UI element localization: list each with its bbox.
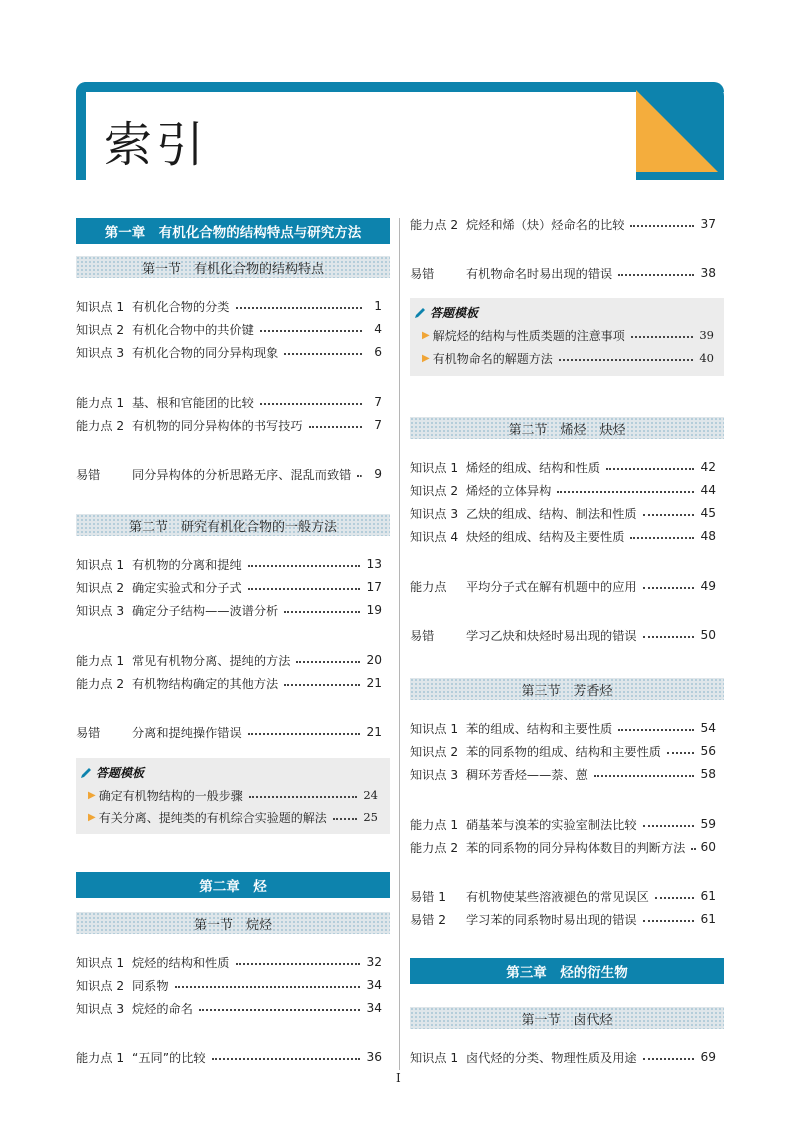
entry-page: 48 bbox=[700, 529, 716, 543]
template-entry[interactable] bbox=[422, 326, 714, 344]
section-6-header[interactable]: 第一节 卤代烃 bbox=[410, 1007, 724, 1029]
entry-title: 有机物结构确定的其他方法 bbox=[132, 676, 279, 691]
entry-label: 易错 2 bbox=[410, 912, 447, 927]
entry-title: 炔烃的组成、结构及主要性质 bbox=[466, 529, 625, 544]
leader-dots bbox=[199, 1009, 361, 1011]
template-title: 答题模板 bbox=[96, 766, 145, 780]
section-5-header[interactable]: 第三节 芳香烃 bbox=[410, 678, 724, 700]
banner-left-bar bbox=[76, 82, 86, 180]
banner-corner bbox=[636, 82, 724, 180]
banner-top-bar bbox=[76, 82, 724, 92]
toc-entry[interactable] bbox=[76, 343, 382, 361]
entry-page: 20 bbox=[366, 653, 382, 667]
entry-page: 34 bbox=[366, 978, 382, 992]
arrow-icon: ▶ bbox=[422, 329, 430, 341]
entry-page: 38 bbox=[700, 266, 716, 280]
leader-dots bbox=[643, 825, 695, 827]
toc-entry[interactable] bbox=[410, 765, 716, 783]
template-entry[interactable] bbox=[88, 808, 378, 826]
toc-entry[interactable] bbox=[76, 416, 382, 434]
toc-entry[interactable] bbox=[76, 723, 382, 741]
leader-dots bbox=[284, 684, 360, 686]
leader-dots bbox=[643, 587, 695, 589]
template-header bbox=[80, 764, 144, 781]
entry-label: 知识点 2 bbox=[410, 744, 459, 759]
toc-entry[interactable] bbox=[410, 742, 716, 760]
entry-page: 7 bbox=[374, 395, 382, 409]
entry-label: 知识点 1 bbox=[76, 299, 125, 314]
template-entry-title: 有机物命名的解题方法 bbox=[432, 351, 553, 366]
pencil-icon bbox=[414, 307, 426, 319]
leader-dots bbox=[260, 330, 362, 332]
toc-entry[interactable] bbox=[76, 1048, 382, 1066]
entry-page: 4 bbox=[374, 322, 382, 336]
leader-dots bbox=[643, 636, 695, 638]
entry-title: 乙炔的组成、结构、制法和性质 bbox=[466, 506, 637, 521]
leader-dots bbox=[691, 848, 694, 850]
template-entry-title: 解烷烃的结构与性质类题的注意事项 bbox=[432, 328, 625, 343]
toc-entry[interactable] bbox=[76, 297, 382, 315]
toc-entry[interactable] bbox=[410, 1048, 716, 1066]
entry-page: 61 bbox=[700, 889, 716, 903]
template-entry-page: 24 bbox=[363, 788, 378, 802]
entry-title: 烯烃的立体异构 bbox=[466, 483, 552, 498]
entry-title: 有机化合物的分类 bbox=[132, 299, 230, 314]
entry-page: 42 bbox=[700, 460, 716, 474]
entry-label: 易错 bbox=[410, 628, 435, 643]
leader-dots bbox=[631, 336, 694, 338]
entry-label: 易错 bbox=[410, 266, 435, 281]
toc-entry[interactable] bbox=[76, 976, 382, 994]
entry-page: 34 bbox=[366, 1001, 382, 1015]
toc-entry[interactable] bbox=[410, 458, 716, 476]
toc-entry[interactable] bbox=[76, 555, 382, 573]
leader-dots bbox=[618, 274, 694, 276]
entry-title: 有机物的分离和提纯 bbox=[132, 557, 242, 572]
leader-dots bbox=[175, 986, 361, 988]
entry-title: 常见有机物分离、提纯的方法 bbox=[132, 653, 291, 668]
leader-dots bbox=[212, 1058, 361, 1060]
entry-label: 知识点 3 bbox=[410, 767, 459, 782]
leader-dots bbox=[236, 307, 363, 309]
leader-dots bbox=[284, 611, 360, 613]
leader-dots bbox=[357, 475, 362, 477]
entry-title: 烷烃的结构和性质 bbox=[132, 955, 230, 970]
entry-title: 硝基苯与溴苯的实验室制法比较 bbox=[466, 817, 637, 832]
column-divider bbox=[399, 218, 400, 1070]
entry-page: 58 bbox=[700, 767, 716, 781]
arrow-icon: ▶ bbox=[422, 352, 430, 364]
toc-entry[interactable] bbox=[410, 887, 716, 905]
entry-title: 稠环芳香烃——萘、蒽 bbox=[466, 767, 588, 782]
leader-dots bbox=[606, 468, 694, 470]
leader-dots bbox=[594, 775, 695, 777]
entry-label: 知识点 4 bbox=[410, 529, 459, 544]
entry-page: 60 bbox=[700, 840, 716, 854]
entry-page: 1 bbox=[374, 299, 382, 313]
template-entry[interactable] bbox=[88, 786, 378, 804]
toc-entry[interactable] bbox=[76, 601, 382, 619]
leader-dots bbox=[655, 897, 695, 899]
entry-title: 苯的同系物的组成、结构和主要性质 bbox=[466, 744, 661, 759]
entry-page: 7 bbox=[374, 418, 382, 432]
toc-entry[interactable] bbox=[410, 719, 716, 737]
entry-label: 能力点 bbox=[410, 579, 447, 594]
leader-dots bbox=[248, 565, 361, 567]
toc-entry[interactable] bbox=[76, 578, 382, 596]
toc-entry[interactable] bbox=[76, 393, 382, 411]
template-title: 答题模板 bbox=[430, 306, 479, 320]
entry-title: 烯烃的组成、结构和性质 bbox=[466, 460, 601, 475]
entry-page: 21 bbox=[366, 676, 382, 690]
entry-page: 54 bbox=[700, 721, 716, 735]
toc-entry[interactable] bbox=[410, 910, 716, 928]
toc-entry[interactable] bbox=[76, 953, 382, 971]
leader-dots bbox=[260, 403, 362, 405]
toc-entry[interactable] bbox=[410, 626, 716, 644]
entry-label: 能力点 1 bbox=[410, 817, 459, 832]
chapter-3-header[interactable]: 第三章 烃的衍生物 bbox=[410, 958, 724, 984]
template-header bbox=[414, 304, 478, 321]
title-banner bbox=[76, 82, 724, 180]
leader-dots bbox=[248, 733, 361, 735]
entry-page: 45 bbox=[700, 506, 716, 520]
leader-dots bbox=[296, 661, 360, 663]
leader-dots bbox=[630, 225, 694, 227]
template-entry-page: 40 bbox=[699, 351, 714, 365]
entry-page: 6 bbox=[374, 345, 382, 359]
answer-template-box bbox=[410, 298, 724, 376]
entry-title: 苯的组成、结构和主要性质 bbox=[466, 721, 613, 736]
entry-page: 49 bbox=[700, 579, 716, 593]
leader-dots bbox=[643, 920, 695, 922]
entry-label: 知识点 1 bbox=[76, 955, 125, 970]
entry-title: 有机化合物的同分异构现象 bbox=[132, 345, 279, 360]
entry-title: 基、根和官能团的比较 bbox=[132, 395, 254, 410]
toc-entry[interactable] bbox=[76, 651, 382, 669]
leader-dots bbox=[284, 353, 362, 355]
entry-label: 知识点 2 bbox=[410, 483, 459, 498]
leader-dots bbox=[559, 359, 694, 361]
entry-title: 有机物的同分异构体的书写技巧 bbox=[132, 418, 303, 433]
leader-dots bbox=[236, 963, 361, 965]
template-entry[interactable] bbox=[422, 349, 714, 367]
entry-page: 17 bbox=[366, 580, 382, 594]
entry-label: 易错 bbox=[76, 725, 101, 740]
toc-entry[interactable] bbox=[410, 215, 716, 233]
entry-label: 易错 1 bbox=[410, 889, 447, 904]
entry-title: 有机化合物中的共价键 bbox=[132, 322, 254, 337]
page-title: 索引 bbox=[104, 117, 209, 173]
entry-page: 32 bbox=[366, 955, 382, 969]
leader-dots bbox=[643, 514, 695, 516]
template-entry-page: 25 bbox=[363, 810, 378, 824]
toc-entry[interactable] bbox=[410, 527, 716, 545]
entry-page: 61 bbox=[700, 912, 716, 926]
entry-title: 烷烃的命名 bbox=[132, 1001, 193, 1016]
entry-page: 37 bbox=[700, 217, 716, 231]
leader-dots bbox=[630, 537, 694, 539]
toc-entry[interactable] bbox=[410, 264, 716, 282]
toc-entry[interactable] bbox=[76, 999, 382, 1017]
leader-dots bbox=[557, 491, 694, 493]
chapter-2-header[interactable]: 第二章 烃 bbox=[76, 872, 390, 898]
entry-title: “五同”的比较 bbox=[132, 1050, 206, 1065]
entry-page: 21 bbox=[366, 725, 382, 739]
chapter-1-header[interactable]: 第一章 有机化合物的结构特点与研究方法 bbox=[76, 218, 390, 244]
leader-dots bbox=[249, 796, 358, 798]
leader-dots bbox=[618, 729, 694, 731]
entry-page: 56 bbox=[700, 744, 716, 758]
entry-title: 学习苯的同系物时易出现的错误 bbox=[466, 912, 637, 927]
page-number: I bbox=[396, 1071, 401, 1085]
entry-label: 能力点 1 bbox=[76, 395, 125, 410]
entry-title: 有机物使某些溶液褪色的常见误区 bbox=[466, 889, 649, 904]
entry-label: 知识点 3 bbox=[76, 1001, 125, 1016]
entry-label: 能力点 2 bbox=[76, 418, 125, 433]
entry-title: 分离和提纯操作错误 bbox=[132, 725, 242, 740]
entry-title: 平均分子式在解有机题中的应用 bbox=[466, 579, 637, 594]
entry-label: 知识点 2 bbox=[76, 978, 125, 993]
entry-title: 烷烃和烯（炔）烃命名的比较 bbox=[466, 217, 625, 232]
entry-label: 知识点 2 bbox=[76, 322, 125, 337]
entry-label: 能力点 1 bbox=[76, 1050, 125, 1065]
corner-triangle-icon bbox=[636, 82, 724, 180]
entry-page: 44 bbox=[700, 483, 716, 497]
toc-entry[interactable] bbox=[410, 504, 716, 522]
entry-label: 知识点 3 bbox=[76, 603, 125, 618]
section-3-header[interactable]: 第一节 烷烃 bbox=[76, 912, 390, 934]
toc-entry[interactable] bbox=[410, 815, 716, 833]
entry-label: 能力点 1 bbox=[76, 653, 125, 668]
leader-dots bbox=[333, 818, 358, 820]
entry-page: 59 bbox=[700, 817, 716, 831]
entry-title: 同系物 bbox=[132, 978, 169, 993]
entry-title: 苯的同系物的同分异构体数目的判断方法 bbox=[466, 840, 686, 855]
entry-title: 确定实验式和分子式 bbox=[132, 580, 242, 595]
leader-dots bbox=[309, 426, 362, 428]
entry-label: 知识点 1 bbox=[410, 1050, 459, 1065]
section-2-header[interactable]: 第二节 研究有机化合物的一般方法 bbox=[76, 514, 390, 536]
template-entry-title: 有关分离、提纯类的有机综合实验题的解法 bbox=[98, 810, 327, 825]
entry-label: 知识点 3 bbox=[410, 506, 459, 521]
arrow-icon: ▶ bbox=[88, 811, 96, 823]
toc-entry[interactable] bbox=[410, 481, 716, 499]
arrow-icon: ▶ bbox=[88, 789, 96, 801]
leader-dots bbox=[667, 752, 694, 754]
section-4-header[interactable]: 第二节 烯烃 炔烃 bbox=[410, 417, 724, 439]
entry-label: 知识点 2 bbox=[76, 580, 125, 595]
entry-page: 36 bbox=[366, 1050, 382, 1064]
entry-title: 学习乙炔和炔烃时易出现的错误 bbox=[466, 628, 637, 643]
entry-title: 同分异构体的分析思路无序、混乱而致错 bbox=[132, 467, 352, 482]
entry-label: 知识点 1 bbox=[410, 721, 459, 736]
entry-title: 卤代烃的分类、物理性质及用途 bbox=[466, 1050, 637, 1065]
entry-page: 19 bbox=[366, 603, 382, 617]
entry-label: 易错 bbox=[76, 467, 101, 482]
toc-entry[interactable] bbox=[410, 838, 716, 856]
entry-page: 50 bbox=[700, 628, 716, 642]
entry-label: 知识点 1 bbox=[76, 557, 125, 572]
entry-page: 9 bbox=[374, 467, 382, 481]
toc-entry[interactable] bbox=[76, 320, 382, 338]
entry-label: 能力点 2 bbox=[76, 676, 125, 691]
entry-label: 知识点 3 bbox=[76, 345, 125, 360]
answer-template-box bbox=[76, 758, 390, 834]
entry-title: 确定分子结构——波谱分析 bbox=[132, 603, 279, 618]
template-entry-title: 确定有机物结构的一般步骤 bbox=[98, 788, 243, 803]
entry-title: 有机物命名时易出现的错误 bbox=[466, 266, 613, 281]
toc-entry[interactable] bbox=[76, 674, 382, 692]
leader-dots bbox=[643, 1058, 695, 1060]
toc-entry[interactable] bbox=[76, 465, 382, 483]
section-1-header[interactable]: 第一节 有机化合物的结构特点 bbox=[76, 256, 390, 278]
entry-label: 能力点 2 bbox=[410, 840, 459, 855]
entry-page: 69 bbox=[700, 1050, 716, 1064]
entry-page: 13 bbox=[366, 557, 382, 571]
entry-label: 能力点 2 bbox=[410, 217, 459, 232]
leader-dots bbox=[248, 588, 361, 590]
pencil-icon bbox=[80, 767, 92, 779]
toc-entry[interactable] bbox=[410, 577, 716, 595]
template-entry-page: 39 bbox=[699, 328, 714, 342]
entry-label: 知识点 1 bbox=[410, 460, 459, 475]
